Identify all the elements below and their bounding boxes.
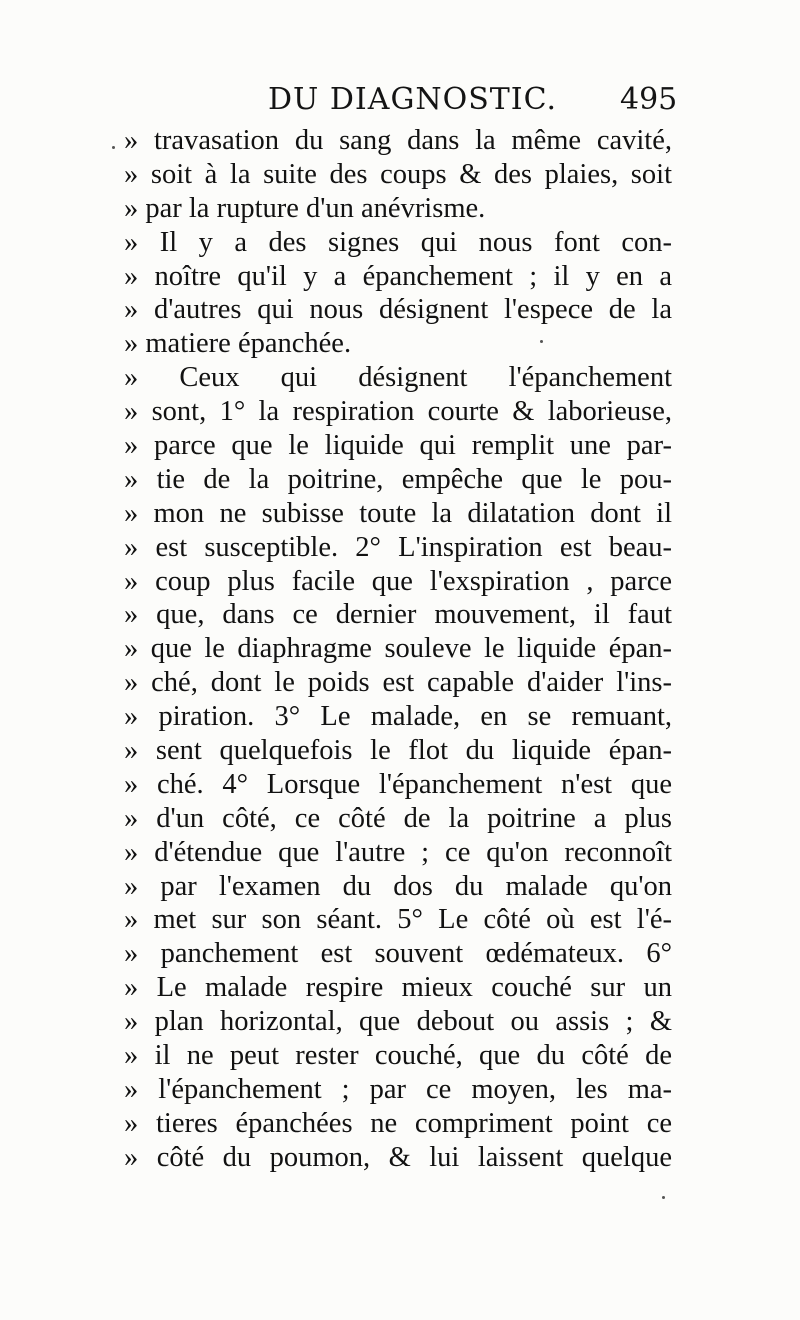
text-line: » mon ne subisse toute la dilatation dont il	[124, 497, 672, 529]
ink-speck	[662, 1196, 665, 1199]
text-line: » côté du poumon, & lui laissent quelque	[124, 1141, 672, 1173]
ink-speck	[112, 146, 115, 149]
text-line: » ché, dont le poids est capable d'aider l'ins-	[124, 667, 672, 699]
text-line: » travasation du sang dans la même cavité,	[124, 125, 672, 156]
text-line: » tieres épanchées ne compriment point ce	[124, 1107, 672, 1139]
text-line: » est susceptible. 2° L'inspiration est beau-	[124, 531, 672, 563]
text-line: » Le malade respire mieux couché sur un	[124, 972, 672, 1004]
text-line: » coup plus facile que l'exspiration , parce	[124, 565, 672, 597]
text-line: » par l'examen du dos du malade qu'on	[124, 870, 672, 902]
text-line: » piration. 3° Le malade, en se remuant,	[124, 701, 672, 733]
text-line: » il ne peut rester couché, que du côté de	[124, 1040, 672, 1072]
body-text	[124, 124, 672, 1175]
text-line: » parce que le liquide qui remplit une par-	[124, 430, 672, 462]
text-line: » l'épanchement ; par ce moyen, les ma-	[124, 1073, 672, 1105]
text-line: » Ceux qui désignent l'épanchement	[124, 362, 672, 394]
text-line: » sont, 1° la respiration courte & laborieuse,	[124, 396, 672, 428]
text-line: » met sur son séant. 5° Le côté où est l'é-	[124, 904, 672, 936]
text-line: » d'un côté, ce côté de la poitrine a plus	[124, 802, 672, 834]
text-line: » tie de la poitrine, empêche que le pou-	[124, 463, 672, 495]
text-line: » que, dans ce dernier mouvement, il faut	[124, 599, 672, 631]
text-line: » par la rupture d'un anévrisme.	[124, 192, 486, 224]
text-line: » que le diaphragme souleve le liquide épan-	[124, 633, 672, 665]
text-line: » noître qu'il y a épanchement ; il y en a	[124, 260, 672, 292]
text-line: » d'autres qui nous désignent l'espece de la	[124, 294, 672, 326]
text-line: » panchement est souvent œdémateux. 6°	[124, 938, 672, 970]
ink-speck	[540, 340, 543, 343]
text-line: » Il y a des signes qui nous font con-	[124, 226, 672, 258]
text-line: » d'étendue que l'autre ; ce qu'on reconnoît	[124, 836, 672, 868]
text-line: » matiere épanchée.	[124, 328, 352, 360]
text-line: » plan horizontal, que debout ou assis ; &	[124, 1006, 672, 1038]
page-header	[0, 82, 800, 126]
text-line: » soit à la suite des coups & des plaies, soit	[124, 158, 672, 190]
running-title: DU DIAGNOSTIC.	[268, 82, 558, 117]
text-line: » ché. 4° Lorsque l'épanchement n'est que	[124, 768, 672, 800]
text-line: » sent quelquefois le flot du liquide épan-	[124, 735, 672, 767]
page-number: 495	[620, 82, 678, 117]
